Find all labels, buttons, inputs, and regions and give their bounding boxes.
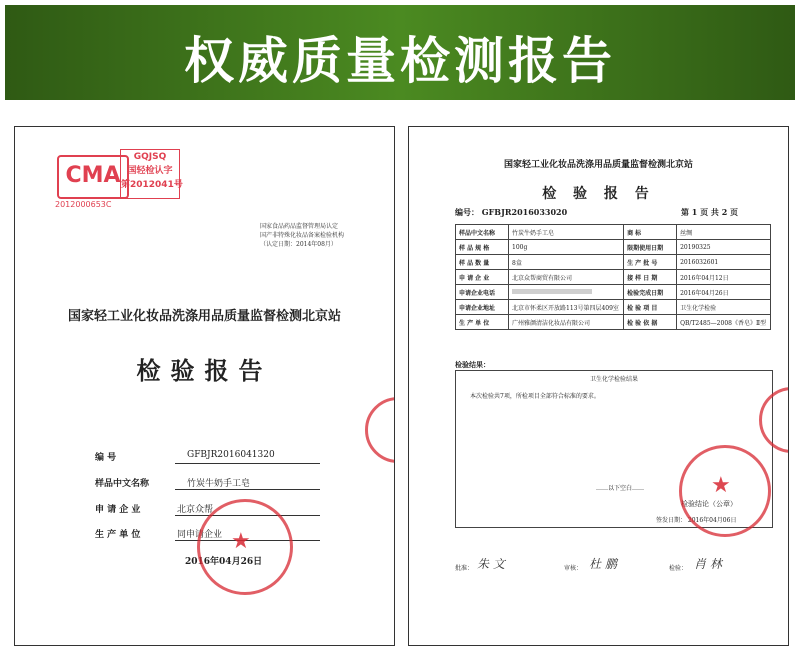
report-number-value: GFBJR2016033020 xyxy=(481,207,568,217)
table-row xyxy=(456,315,771,330)
table-value: 100g xyxy=(509,240,624,255)
page-indicator: 第 1 页 共 2 页 xyxy=(681,207,739,217)
sign-label: 检验： xyxy=(669,565,688,572)
table-value: QB/T2485—2008《香皂》Ⅱ型 xyxy=(677,315,771,330)
field-value: GFBJR2016041320 xyxy=(187,450,275,460)
table-key: 生 产 单 位 xyxy=(456,315,509,330)
signature: 杜 鹏 xyxy=(589,557,617,571)
table-row xyxy=(456,285,771,300)
blank-marker: ……以下空白…… xyxy=(596,485,645,492)
cma-code: 2012000653C xyxy=(55,200,112,209)
table-key: 检 验 依 据 xyxy=(624,315,677,330)
sign-label: 审核： xyxy=(564,565,583,572)
org-name: 国家轻工业化妆品洗涤用品质量监督检测北京站 xyxy=(67,309,341,324)
authority-note xyxy=(260,222,344,249)
report-number xyxy=(455,207,567,218)
field-label: 申 请 企 业 xyxy=(95,505,141,515)
table-value: 卫生化学检验 xyxy=(677,300,771,315)
header-banner xyxy=(5,5,795,100)
field-value: 竹炭牛奶手工皂 xyxy=(187,479,251,489)
table-value: 2016年04月26日 xyxy=(677,285,771,300)
report-date: 2016年04月26日 xyxy=(185,557,263,567)
table-value: 北京众帮商贸有限公司 xyxy=(509,270,624,285)
gqjsq-mark xyxy=(120,149,183,199)
gqjsq-line: 第2012041号 xyxy=(121,180,183,190)
table-value: 北京市怀柔区开放路113号第四层409室 xyxy=(509,300,624,315)
conclusion-label: 检验结果： xyxy=(455,360,490,369)
field-label: 生 产 单 位 xyxy=(95,530,141,540)
field-value: 同申请企业 xyxy=(177,530,223,540)
conclusion-text: 本次检验共7项，所检项目全部符合标准的要求。 xyxy=(470,393,600,400)
table-value: 20190325 xyxy=(677,240,771,255)
authority-line: 国产非特殊化妆品备案检验机构 xyxy=(260,232,345,239)
table-key: 生 产 批 号 xyxy=(624,255,677,270)
table-row xyxy=(456,240,771,255)
edge-seal xyxy=(365,397,395,463)
table-value: 竹炭牛奶手工皂 xyxy=(509,225,624,240)
authority-line: （认定日期：2014年08月） xyxy=(260,241,337,248)
gqjsq-line: GQJSQ xyxy=(133,152,167,162)
report-title: 检 验 报 告 xyxy=(542,186,655,202)
authority-line: 国家食品药品监督管理局认定 xyxy=(260,223,339,230)
table-key: 样 品 规 格 xyxy=(456,240,509,255)
sample-info-table xyxy=(455,224,771,330)
table-key: 样 品 数 量 xyxy=(456,255,509,270)
issue-date: 签发日期： 2016年04月06日 xyxy=(656,517,737,524)
table-row xyxy=(456,255,771,270)
report-cover-document xyxy=(14,126,395,646)
table-key: 申请企业地址 xyxy=(456,300,509,315)
field-value: 北京众帮 xyxy=(177,505,214,515)
table-value: 丝绸 xyxy=(677,225,771,240)
table-key: 检 验 项 目 xyxy=(624,300,677,315)
seal-caption: 检验结论（公章） xyxy=(681,500,737,508)
table-key: 申 请 企 业 xyxy=(456,270,509,285)
table-key: 检验完成日期 xyxy=(624,285,677,300)
seal-star-icon: ★ xyxy=(711,473,731,498)
table-key: 限期使用日期 xyxy=(624,240,677,255)
cma-logo: CMA xyxy=(57,155,129,199)
banner-title: 权威质量检测报告 xyxy=(184,32,616,90)
table-row xyxy=(456,300,771,315)
sign-label: 批准： xyxy=(455,565,474,572)
seal-star-icon: ★ xyxy=(231,529,251,554)
table-key: 申请企业电话 xyxy=(456,285,509,300)
table-key: 样品中文名称 xyxy=(456,225,509,240)
field-label: 样品中文名称 xyxy=(95,479,150,489)
underline xyxy=(175,463,320,464)
table-value: 2016032601 xyxy=(677,255,771,270)
table-row xyxy=(456,225,771,240)
table-key: 接 样 日 期 xyxy=(624,270,677,285)
signature: 肖 林 xyxy=(694,557,722,571)
table-value: 广州雅颜清洁化妆品有限公司 xyxy=(509,315,624,330)
report-number-label: 编号： xyxy=(455,207,479,217)
gqjsq-line: 国轻检认字 xyxy=(127,166,173,176)
underline xyxy=(175,489,320,490)
report-detail-document xyxy=(408,126,789,646)
table-value: 2016年04月12日 xyxy=(677,270,771,285)
signature: 朱 文 xyxy=(477,557,505,571)
table-key: 商 标 xyxy=(624,225,677,240)
org-name: 国家轻工业化妆品洗涤用品质量监督检测北京站 xyxy=(503,160,693,170)
table-value: 8盒 xyxy=(509,255,624,270)
field-label: 编 号 xyxy=(95,453,117,463)
table-value-redacted xyxy=(509,285,624,300)
table-row xyxy=(456,270,771,285)
inspection-kind: 卫生化学检验结果 xyxy=(589,376,638,383)
report-title: 检验报告 xyxy=(136,356,273,385)
